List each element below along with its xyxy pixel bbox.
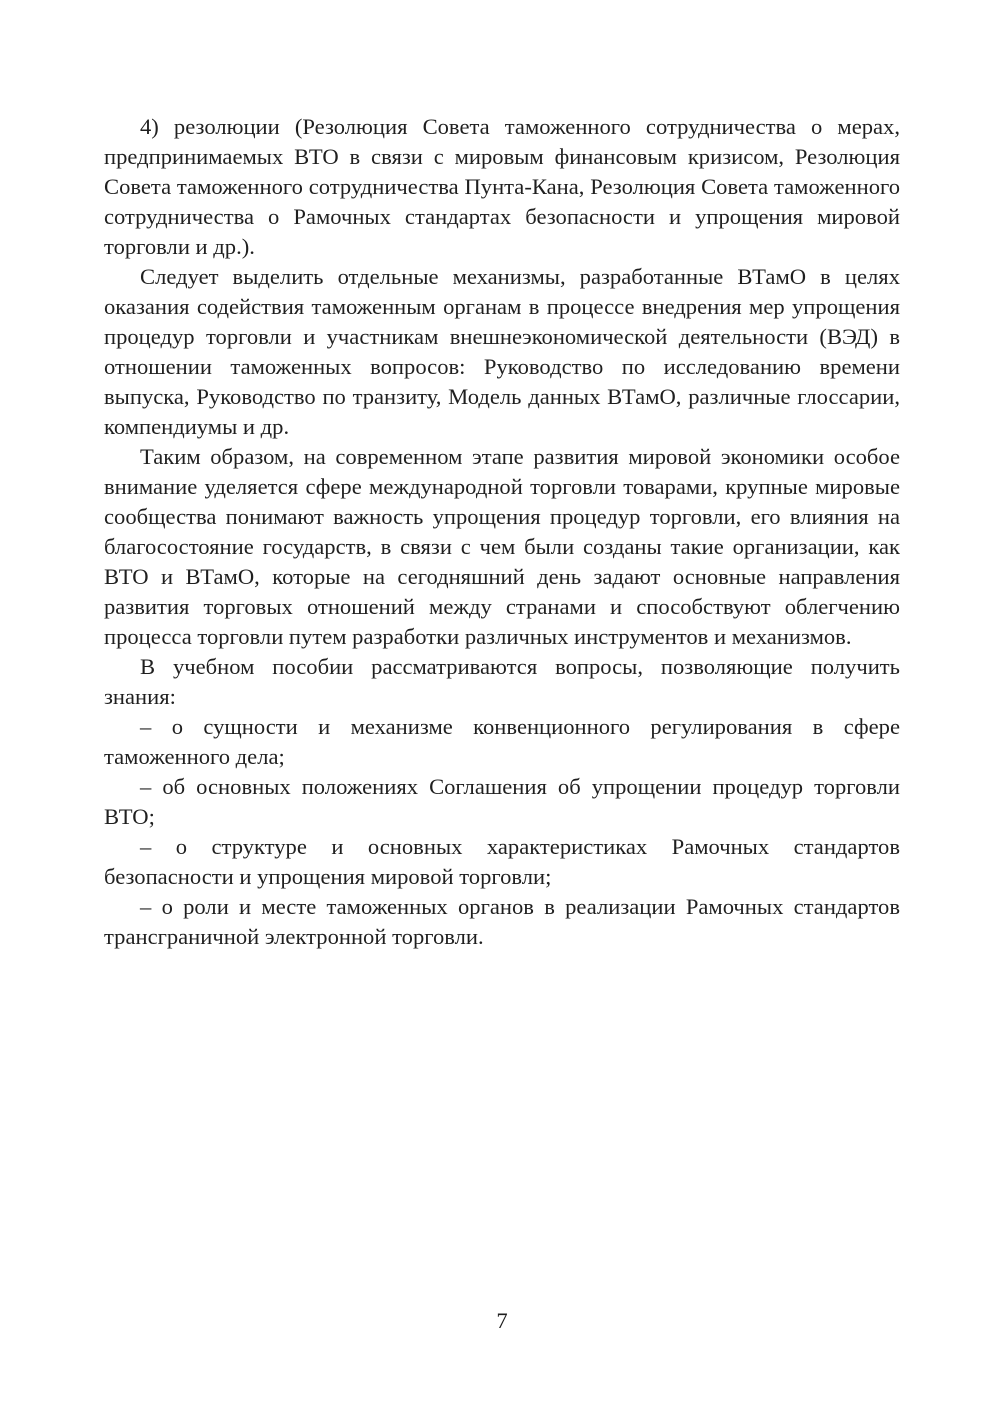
body-text <box>104 112 900 952</box>
paragraph-conclusion: Таким образом, на современном этапе развития мировой экономики особое внимание уделяется сфере международной торговли товарами, крупные мировые сообщества понимают важность упрощения процедур торговли, его влияния на благосостояние государств, в связи с чем были созданы такие организации, как ВТО и ВТамО, которые на сегодняшний день задают основные направления развития торговых отношений между странами и способствуют облегчению процесса торговли путем разработки различных инструментов и механизмов. <box>104 444 900 649</box>
page-number: 7 <box>496 1308 508 1333</box>
list-item-customs-role: – о роли и месте таможенных органов в реализации Рамочных стандартов трансграничной электронной торговли. <box>104 894 900 949</box>
paragraph-resolutions: 4) резолюции (Резолюция Совета таможенного сотрудничества о мерах, предпринимаемых ВТО в связи с мировым финансовым кризисом, Резолюция Совета таможенного сотрудничества Пунта-Кана, Резолюция Совета таможенного сотрудничества о Рамочных стандартах безопасности и упрощения мировой торговли и др.). <box>104 114 900 259</box>
paragraph-textbook-intro: В учебном пособии рассматриваются вопросы, позволяющие получить знания: <box>104 654 900 709</box>
list-item-wto-agreement: – об основных положениях Соглашения об упрощении процедур торговли ВТО; <box>104 774 900 829</box>
paragraph-wco-mechanisms: Следует выделить отдельные механизмы, разработанные ВТамО в целях оказания содействия таможенным органам в процессе внедрения мер упрощения процедур торговли и участникам внешнеэкономической деятельности (ВЭД) в отношении таможенных вопросов: Руководство по исследованию времени выпуска, Руководство по транзиту, Модель данных ВТамО, различные глоссарии, компендиумы и др. <box>104 264 900 439</box>
list-item-conventional-regulation: – о сущности и механизме конвенционного регулирования в сфере таможенного дела; <box>104 714 900 769</box>
list-item-safe-framework: – о структуре и основных характеристиках Рамочных стандартов безопасности и упрощения мировой торговли; <box>104 834 900 889</box>
